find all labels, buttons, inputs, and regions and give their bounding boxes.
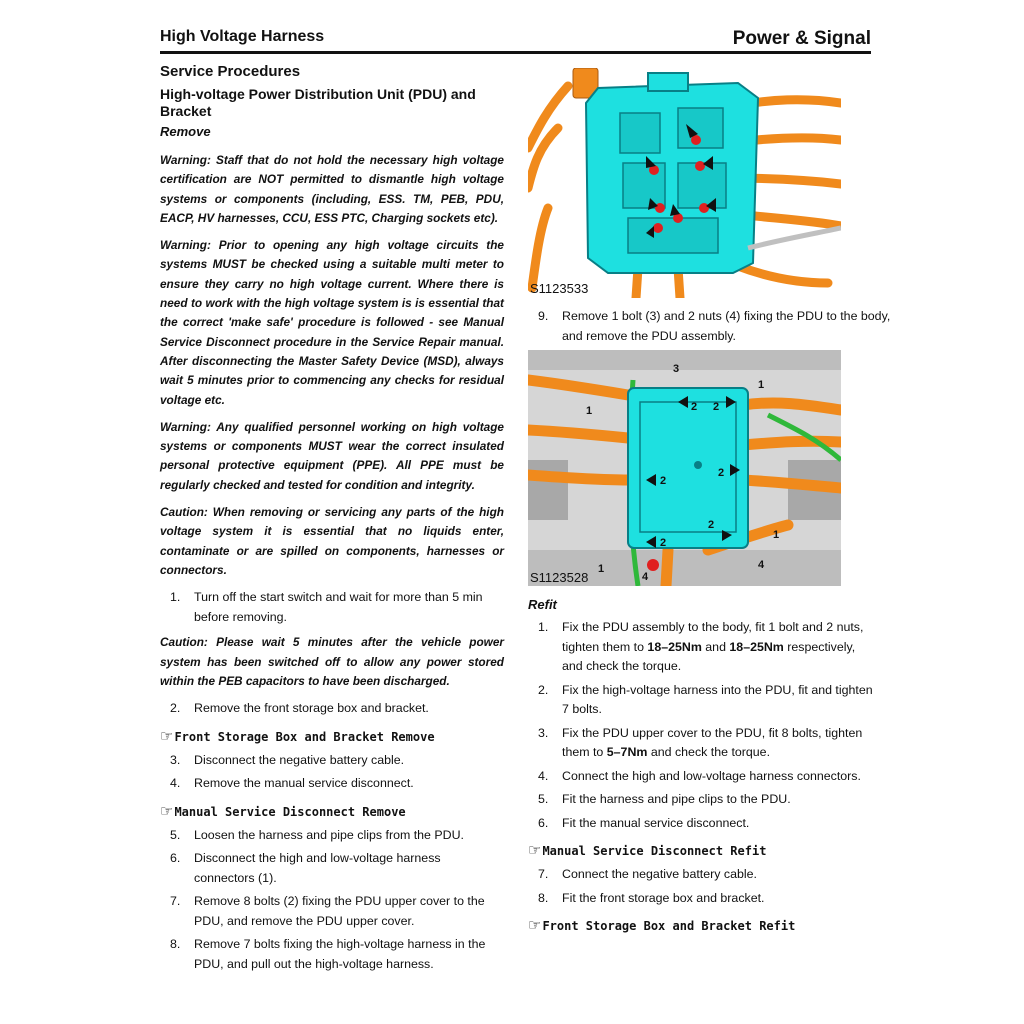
pointing-hand-icon: ☞ [160,726,174,745]
step-text: Fit the manual service disconnect. [562,815,750,830]
step-text: Remove 8 bolts (2) fixing the PDU upper cover to the PDU, and remove the PDU upper cover. [194,894,485,928]
step-text: Remove 7 bolts fixing the high-voltage harness in the PDU, and pull out the high-voltage harness. [194,937,486,971]
step-text: Remove the front storage box and bracket. [194,701,429,716]
callout-1: 1 [598,563,605,575]
procedure-title: High-voltage Power Distribution Unit (PDU) and Bracket [160,86,476,119]
remove-heading: Remove [160,124,211,139]
step-text: Fix the PDU assembly to the body, fit 1 bolt and 2 nuts, tighten them to [562,620,864,654]
step-2 [160,699,504,719]
pointing-hand-icon: ☞ [528,841,542,859]
callout-2: 2 [660,475,667,487]
step-number: 2. [538,682,549,697]
refit-heading: Refit [528,597,557,612]
section-title: High Voltage Harness [160,28,325,45]
callout-3: 3 [673,363,680,375]
step-number: 1. [538,620,549,634]
step-number: 1. [170,590,181,605]
warning-make-safe: Warning: Prior to opening any high voltage circuits the systems MUST be checked using a suitable multi meter to ensure they carry no high voltage current. Where there is need to work with the high voltage system is is essential that the correct 'make safe' procedure is followed - see Manual Service Disconnect procedure in the Service Repair manual. After disconnecting the Master Safety Device (MSD), always wait 5 minutes prior to commencing any checks for residual voltage etc. [160,238,504,407]
step-number: 9. [538,309,549,323]
step-1 [160,588,504,627]
step-number: 4. [170,776,181,791]
refit-step-1: 1. Fix the PDU assembly to the body, fit 1 bolt and 2 nuts, tighten them to 18–25Nm and 18–25Nm respectively, and check the torque. [538,620,864,673]
step-number: 3. [538,725,549,740]
callout-1: 1 [758,379,765,391]
figure-label: S1123533 [530,281,589,296]
callout-1: 1 [586,405,593,417]
step-5 [160,826,504,846]
cross-reference-link[interactable]: ☞Front Storage Box and Bracket Remove [160,726,435,745]
step-number: 8. [170,937,181,952]
callout-2: 2 [691,401,698,413]
step-number: 6. [170,851,181,866]
step-text: Remove the manual service disconnect. [194,776,414,791]
refit-step-6 [528,814,873,834]
step-text: Fix the high-voltage harness into the PDU, fit and tighten 7 bolts. [562,682,873,716]
torque-value: 18–25Nm [729,639,784,654]
page-title: Service Procedures [160,63,301,80]
step-text: Connect the negative battery cable. [562,867,757,881]
step-text: Fit the harness and pipe clips to the PDU. [562,792,791,806]
callout-2: 2 [660,537,667,549]
step-text: Turn off the start switch and wait for more than 5 min before removing. [194,590,483,624]
pdu-harness-illustration [528,68,841,298]
step-text: Connect the high and low-voltage harness connectors. [562,768,861,783]
caution-liquids: Caution: When removing or servicing any parts of the high voltage system it is essential that no liquids enter, contaminate or are spilled on components, harnesses or connectors. [160,505,504,577]
warning-ppe: Warning: Any qualified personnel working on high voltage systems or components MUST wear the correct insulated personal protective equipment (PPE). All PPE must be regularly checked and tested for condition and integrity. [160,419,504,492]
step-number: 8. [538,890,549,905]
refit-step-8 [528,889,873,909]
step-number: 7. [538,867,549,881]
refit-step-2 [528,681,873,720]
callout-4: 4 [642,571,649,583]
pdu-engine-bay-figure [528,350,841,586]
step-text: Remove 1 bolt (3) and 2 nuts (4) fixing the PDU to the body, and remove the PDU assembly. [562,309,891,343]
step-number: 5. [538,792,549,806]
refit-step-5 [528,790,873,810]
refit-step-7 [528,865,873,885]
pdu-harness-figure [528,68,841,298]
header-rule [160,51,871,54]
step-number: 7. [170,894,181,909]
pdu-engine-bay-photo [528,350,841,586]
warning-certification: Warning: Staff that do not hold the necessary high voltage certification are NOT permitted to dismantle high voltage systems or components (including, ESS. TM, PEB, PDU, EACP, HV harnesses, CCU, ESS PTC, Charging sockets etc). [160,153,504,225]
caution-capacitors: Caution: Please wait 5 minutes after the vehicle power system has been switched off to allow any power stored within the PEB capacitors to have been discharged. [160,635,504,688]
refit-section [528,597,873,940]
torque-value: 5–7Nm [606,745,648,759]
step-text: Disconnect the negative battery cable. [194,752,405,767]
step-number: 4. [538,768,549,783]
torque-value: 18–25Nm [647,639,702,654]
step-3 [160,751,504,771]
callout-2: 2 [718,467,725,479]
step-7 [160,892,504,931]
pointing-hand-icon: ☞ [160,801,174,820]
cross-reference-link[interactable]: ☞Manual Service Disconnect Refit [528,841,767,859]
chapter-title: Power & Signal [732,28,871,49]
step-number: 5. [170,827,181,842]
step-text: Fix the PDU upper cover to the PDU, fit 8 bolts, tighten them to [562,725,863,759]
callout-4: 4 [758,559,765,571]
step-text: Loosen the harness and pipe clips from the PDU. [194,827,464,842]
cross-reference-link[interactable]: ☞Manual Service Disconnect Remove [160,801,406,820]
step-number: 6. [538,815,549,830]
callout-2: 2 [708,519,715,531]
step-number: 2. [170,701,181,716]
step-6 [160,849,504,888]
cross-reference-link[interactable]: ☞Front Storage Box and Bracket Refit [528,916,796,934]
pointing-hand-icon: ☞ [528,916,542,934]
step-text: Fit the front storage box and bracket. [562,890,765,905]
callout-2: 2 [713,401,720,413]
refit-step-3: 3. Fix the PDU upper cover to the PDU, fit 8 bolts, tighten them to 5–7Nm and check the torque. [538,725,863,759]
step-9 [528,307,907,346]
left-column [160,62,504,978]
callout-1: 1 [773,529,780,541]
step-8 [160,935,504,974]
step-number: 3. [170,752,181,767]
step-4 [160,774,504,794]
step-text: Disconnect the high and low-voltage harness connectors (1). [194,851,441,885]
figure-label: S1123528 [530,570,589,585]
refit-step-4 [528,767,873,787]
